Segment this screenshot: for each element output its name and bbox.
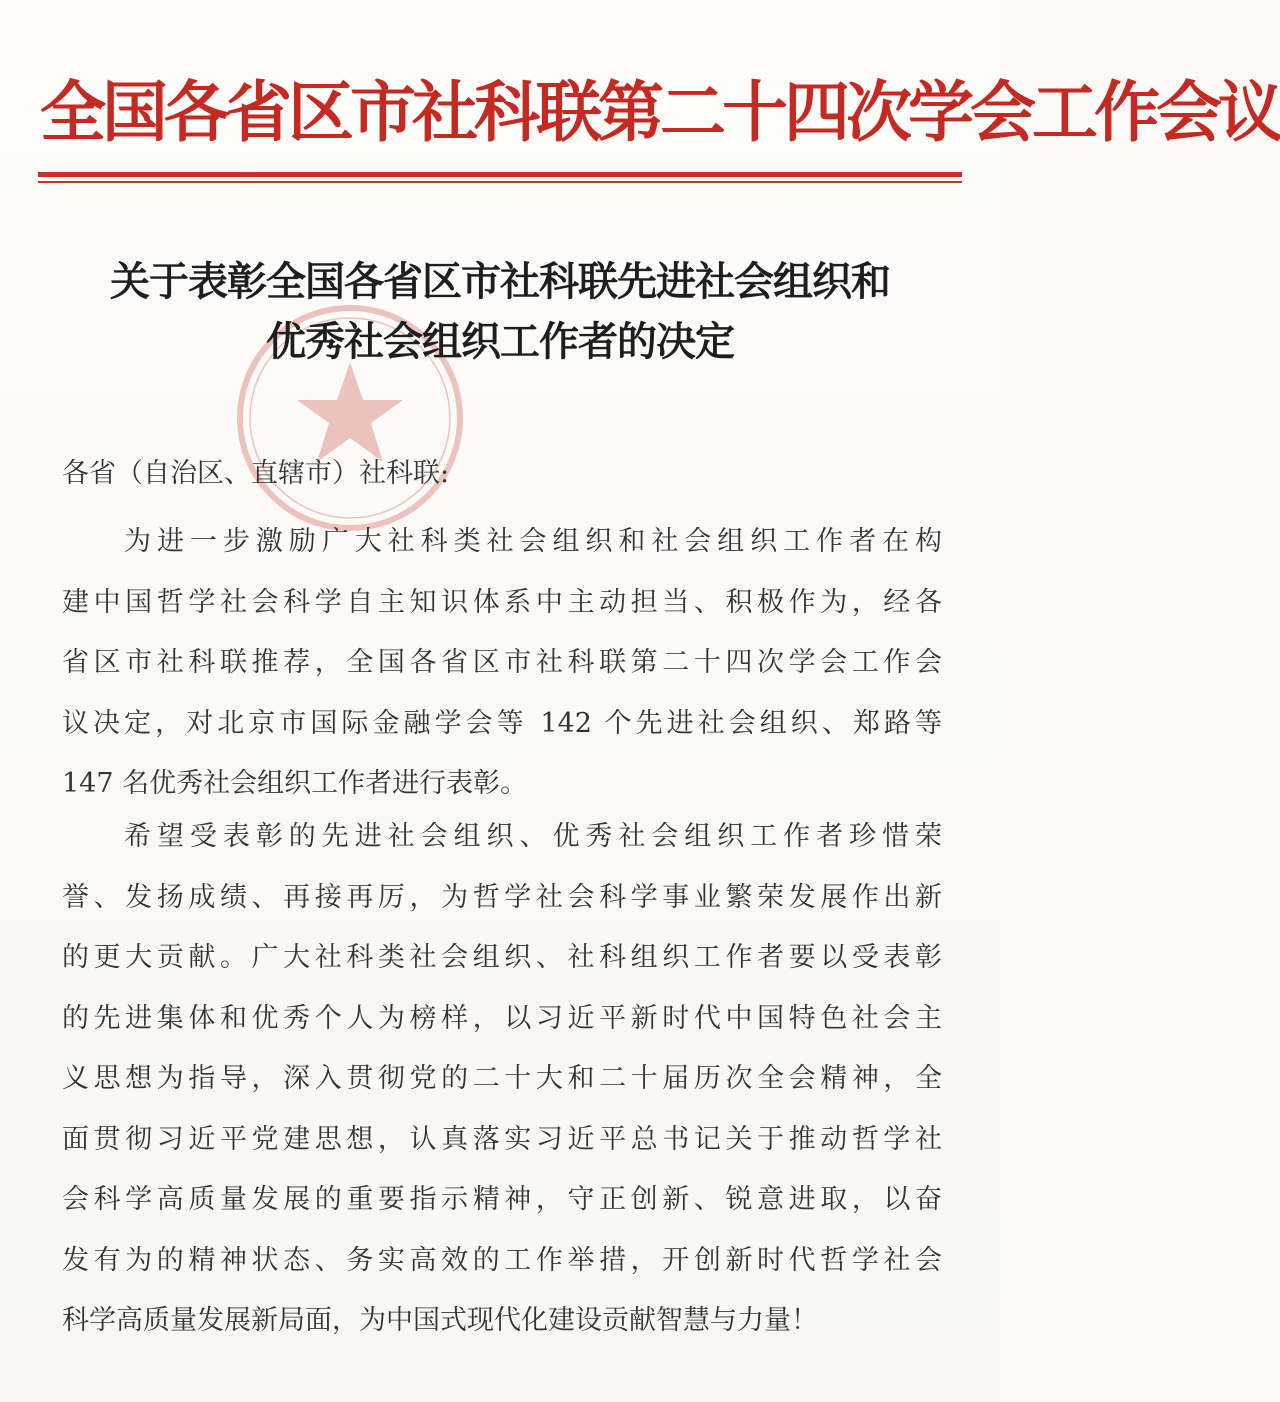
paragraph-line: 省区市社科联推荐，全国各省区市社科联第二十四次学会工作会 <box>62 647 942 678</box>
paragraph-line: 义思想为指导，深入贯彻党的二十大和二十届历次全会精神，全 <box>62 1063 942 1094</box>
document-title-line: 优秀社会组织工作者的决定 <box>266 318 734 365</box>
paragraph-line: 议决定，对北京市国际金融学会等 142 个先进社会组织、郑路等 <box>62 707 942 739</box>
paragraph-line: 希望受表彰的先进社会组织、优秀社会组织工作者珍惜荣 <box>124 821 942 852</box>
paragraph-expectations <box>62 807 942 1352</box>
document-title <box>40 252 960 372</box>
paragraph-line: 为进一步激励广大社科类社会组织和社会组织工作者在构 <box>124 526 942 557</box>
paragraph-line: 的更大贡献。广大社科类社会组织、社科组织工作者要以受表彰 <box>62 942 942 973</box>
masthead-divider-thin <box>38 181 962 183</box>
paragraph-line: 科学高质量发展新局面，为中国式现代化建设贡献智慧与力量！ <box>62 1305 818 1336</box>
masthead-title: 全国各省区市社科联第二十四次学会工作会议 <box>40 74 1280 151</box>
paragraph-line: 147 名优秀社会组织工作者进行表彰。 <box>62 768 528 799</box>
paragraph-line: 面贯彻习近平党建思想，认真落实习近平总书记关于推动哲学社 <box>62 1123 942 1155</box>
paragraph-line: 誉、发扬成绩、再接再厉，为哲学社会科学事业繁荣发展作出新 <box>62 881 942 913</box>
document-title-line: 关于表彰全国各省区市社科联先进社会组织和 <box>110 258 890 305</box>
paragraph-commendation <box>62 512 942 815</box>
paragraph-line: 发有为的精神状态、务实高效的工作举措，开创新时代哲学社会 <box>62 1244 942 1276</box>
paragraph-line: 建中国哲学社会科学自主知识体系中主动担当、积极作为，经各 <box>62 586 942 618</box>
masthead-divider-thick <box>38 172 962 177</box>
paragraph-line: 的先进集体和优秀个人为榜样，以习近平新时代中国特色社会主 <box>62 1002 942 1034</box>
salutation: 各省（自治区、直辖市）社科联: <box>62 458 450 489</box>
paragraph-line: 会科学高质量发展的重要指示精神，守正创新、锐意进取，以奋 <box>62 1184 942 1215</box>
